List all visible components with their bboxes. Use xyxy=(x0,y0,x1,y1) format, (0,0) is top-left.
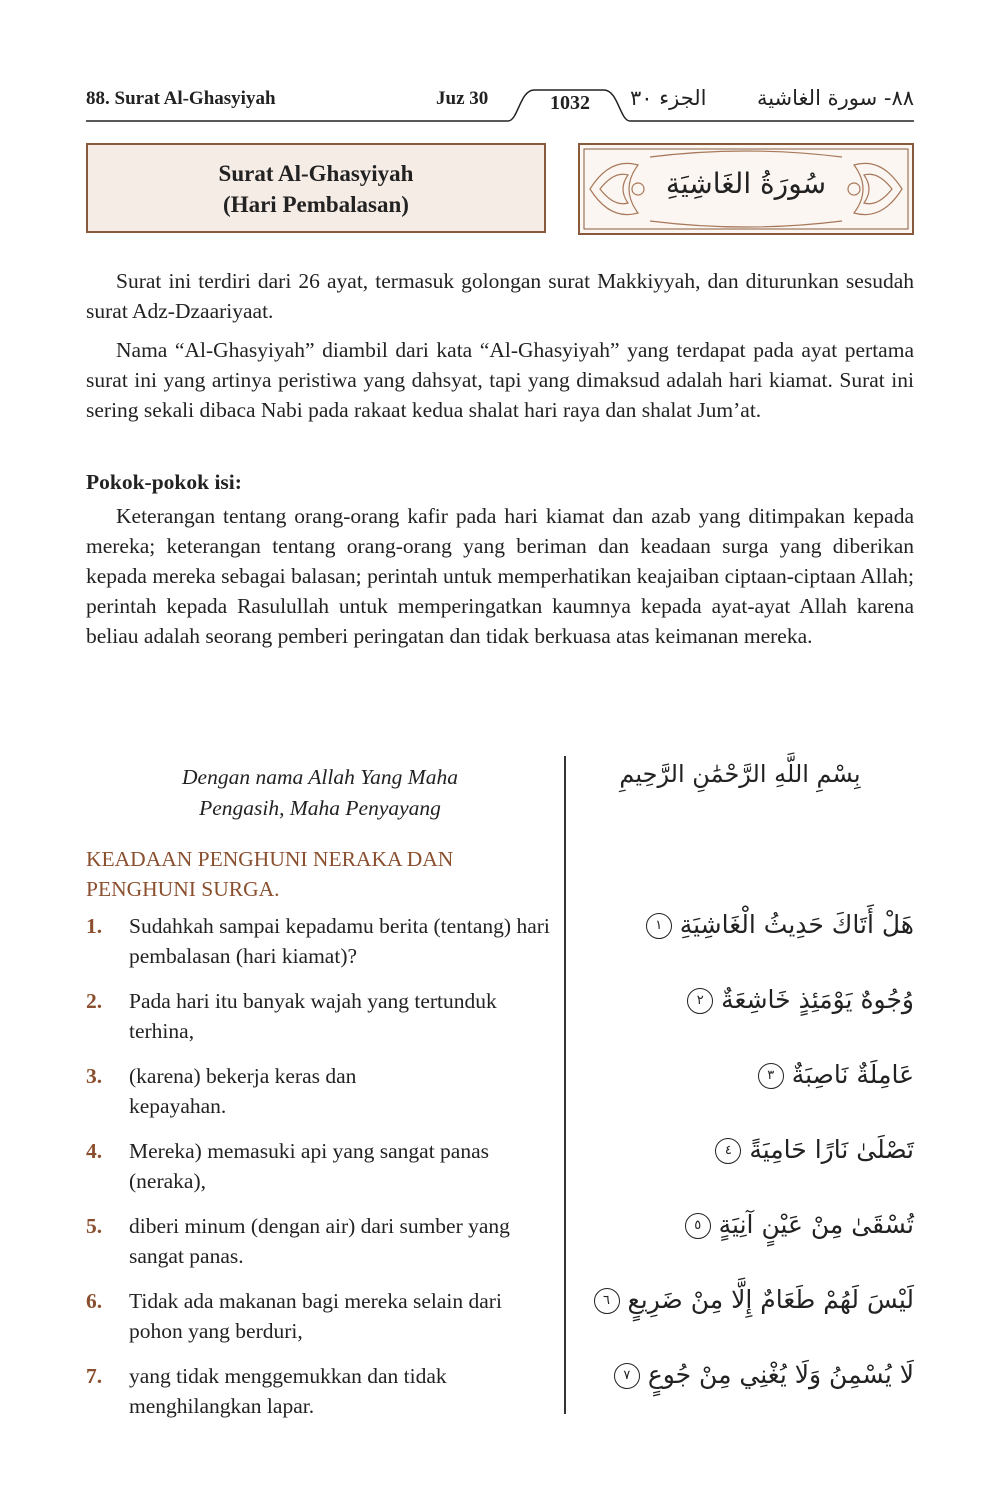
verse-end-marker-icon: ٣ xyxy=(758,1063,784,1089)
verse-arabic-text: تَصْلَىٰ نَارًا حَامِيَةً xyxy=(749,1135,914,1164)
verse-text: Pada hari itu banyak wajah yang tertunduk terhina, xyxy=(129,989,497,1043)
verse-arabic-text: تُسْقَىٰ مِنْ عَيْنٍ آنِيَةٍ xyxy=(718,1210,914,1239)
intro-paragraph-2: Nama “Al-Ghasyiyah” diambil dari kata “Al-Ghasyiyah” yang terdapat pada ayat pertama surat ini yang artinya peristiwa yang dahsyat, tapi yang dimaksud adalah hari kiamat. Surat ini sering sekali dibaca Nabi pada rakaat kedua shalat hari raya dan shalat Jum’at. xyxy=(86,338,914,422)
verse-text: yang tidak menggemukkan dan tidak menghilangkan lapar. xyxy=(129,1364,447,1418)
header-surah-label: 88. Surat Al-Ghasyiyah xyxy=(86,88,276,109)
verse-translation xyxy=(86,1061,556,1121)
column-divider xyxy=(564,756,566,1414)
verse-translation xyxy=(86,1361,556,1421)
section-heading-line2: PENGHUNI SURGA. xyxy=(86,877,280,901)
verse-number: 6. xyxy=(86,1289,103,1313)
verse-arabic-text: هَلْ أَتَاكَ حَدِيثُ الْغَاشِيَةِ xyxy=(679,910,914,939)
bismillah-translation-line1: Dengan nama Allah Yang Maha xyxy=(182,765,458,789)
verse-text: Sudahkah sampai kepadamu berita (tentang) hari pembalasan (hari kiamat)? xyxy=(129,914,550,968)
verse-text: (karena) bekerja keras dan kepayahan. xyxy=(129,1064,357,1118)
verse-translation xyxy=(86,1136,556,1196)
intro-paragraph-1: Surat ini terdiri dari 26 ayat, termasuk golongan surat Makkiyyah, dan diturunkan sesudah surat Adz-Dzaariyaat. xyxy=(86,269,914,323)
header-juz-label: Juz 30 xyxy=(436,88,489,109)
surah-title: Surat Al-Ghasyiyah xyxy=(218,161,414,186)
surah-ornament-box xyxy=(578,143,914,235)
verse-translation xyxy=(86,1211,556,1271)
verse-number: 3. xyxy=(86,1064,103,1088)
verse-number: 1. xyxy=(86,914,103,938)
verse-text: Tidak ada makanan bagi mereka selain dari pohon yang berduri, xyxy=(129,1289,502,1343)
verse-arabic xyxy=(754,1060,914,1089)
verse-arabic xyxy=(681,1210,914,1239)
verse-number: 7. xyxy=(86,1364,103,1388)
verse-arabic xyxy=(642,910,914,939)
verse-arabic-text: لَا يُسْمِنُ وَلَا يُغْنِي مِنْ جُوعٍ xyxy=(647,1360,914,1389)
verse-arabic xyxy=(610,1360,914,1389)
verse-text: Mereka) memasuki api yang sangat panas (neraka), xyxy=(129,1139,489,1193)
verse-arabic xyxy=(683,985,914,1014)
header-juz-arabic: الجزء ٣٠ xyxy=(630,86,707,110)
bismillah-translation-line2: Pengasih, Maha Penyayang xyxy=(199,796,441,820)
surah-title-box xyxy=(86,143,546,233)
verse-end-marker-icon: ٧ xyxy=(614,1363,640,1389)
page-number: 1032 xyxy=(550,92,590,114)
verse-arabic xyxy=(711,1135,914,1164)
header-surah-arabic: ٨٨- سورة الغاشية xyxy=(756,86,914,110)
surah-subtitle: (Hari Pembalasan) xyxy=(223,192,409,217)
verse-end-marker-icon: ٢ xyxy=(687,988,713,1014)
section-heading xyxy=(86,844,526,904)
verse-number: 5. xyxy=(86,1214,103,1238)
verse-number: 4. xyxy=(86,1139,103,1163)
verse-arabic xyxy=(590,1285,914,1314)
verse-arabic-text: عَامِلَةٌ نَاصِبَةٌ xyxy=(791,1060,914,1089)
verse-end-marker-icon: ٦ xyxy=(594,1288,620,1314)
bismillah-translation xyxy=(170,762,470,824)
verse-arabic-text: وُجُوهٌ يَوْمَئِذٍ خَاشِعَةٌ xyxy=(721,985,914,1014)
verse-end-marker-icon: ١ xyxy=(646,913,672,939)
header-rule xyxy=(0,0,1000,130)
verse-translation xyxy=(86,911,556,971)
surah-title-arabic: سُورَةُ الغَاشِيَةِ xyxy=(665,167,827,200)
bismillah-arabic: بِسْمِ اللَّهِ الرَّحْمَٰنِ الرَّحِيمِ xyxy=(619,760,861,788)
verse-number: 2. xyxy=(86,989,103,1013)
verse-end-marker-icon: ٥ xyxy=(685,1213,711,1239)
verse-text: diberi minum (dengan air) dari sumber yang sangat panas. xyxy=(129,1214,510,1268)
verse-end-marker-icon: ٤ xyxy=(715,1138,741,1164)
section-heading-line1: KEADAAN PENGHUNI NERAKA DAN xyxy=(86,847,454,871)
verse-translation xyxy=(86,1286,556,1346)
pokok-paragraph: Keterangan tentang orang-orang kafir pada hari kiamat dan azab yang ditimpakan kepada mereka; keterangan tentang orang-orang yang beriman dan keadaan surga yang diberikan kepada mereka sebagai balasan; perintah untuk memperhatikan keajaiban ciptaan-ciptaan Allah; perintah kepada Rasulullah untuk memperingatkan kaumnya kepada ayat-ayat Allah karena beliau adalah seorang pemberi peringatan dan tidak berkuasa atas keimanan mereka. xyxy=(86,504,914,648)
pokok-heading: Pokok-pokok isi: xyxy=(86,470,242,494)
verse-arabic-text: لَيْسَ لَهُمْ طَعَامٌ إِلَّا مِنْ ضَرِيعٍ xyxy=(627,1285,914,1314)
verse-translation xyxy=(86,986,556,1046)
